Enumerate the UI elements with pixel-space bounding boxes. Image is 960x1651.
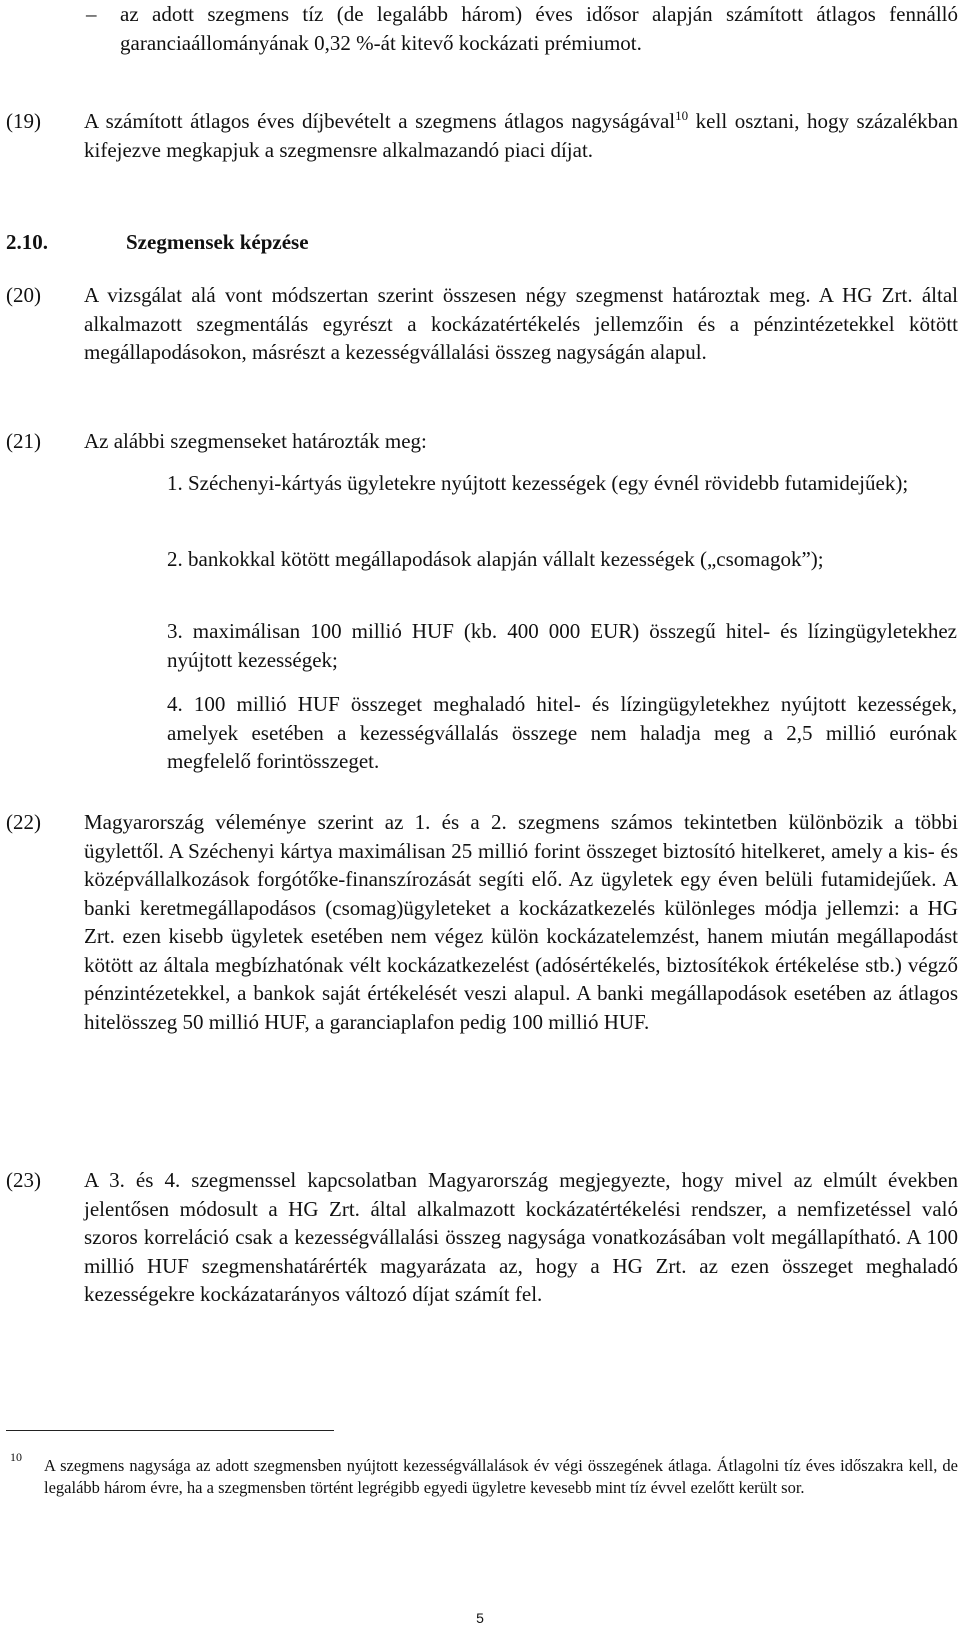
section-number: 2.10. <box>6 230 48 254</box>
page-number: 5 <box>476 1610 484 1626</box>
list-dash: – <box>86 2 97 26</box>
segment-list-item-2: 2. bankokkal kötött megállapodások alapján vállalt kezességek („csomagok”); <box>167 547 824 571</box>
paragraph-20: A vizsgálat alá vont módszertan szerint összesen négy szegmenst határoztak meg. A HG Zrt. által alkalmazott szegmentálás egyrészt a kockázatértékelés jellemzőin és a pénzintézetekkel kötött megállapodásokon, másrészt a kezességvállalási összeg nagyságán alapul. <box>84 283 958 364</box>
paragraph-23: A 3. és 4. szegmenssel kapcsolatban Magyarország megjegyezte, hogy mivel az elmúlt években jelentősen módosult a HG Zrt. által alkalmazott kockázatértékelési rendszer, a nemfizetéssel való szoros korreláció csak a kezességvállalási összeg nagysága vonatkozásában volt megállapítható. A 100 millió HUF szegmenshatárérték magyarázata az, hogy a HG Zrt. az ezen összeget meghaladó kezességekre kockázatarányos változó díjat számít fel. <box>84 1168 958 1306</box>
paragraph-number-19: (19) <box>6 109 41 133</box>
footnote-reference[interactable]: 10 <box>675 108 689 123</box>
paragraph-number-20: (20) <box>6 283 41 307</box>
segment-list-item-3: 3. maximálisan 100 millió HUF (kb. 400 000 EUR) összegű hitel- és lízingügyletekhez nyújtott kezességek; <box>167 619 957 672</box>
paragraph-22: Magyarország véleménye szerint az 1. és a 2. szegmens számos tekintetben különbözik a többi ügylettől. A Széchenyi kártya maximálisan 25 millió forint összeget biztosító hitelkeret, amely a kis- és középvállalkozások forgótőke-finanszírozását segíti elő. Az ügyletek egy éven belüli futamidejűek. A banki keretmegállapodásos (csomag)ügyleteket a kockázatkezelés különleges módja jellemzi: a HG Zrt. ezen kisebb ügyletek esetében nem végez külön kockázatelemzést, hanem miután megállapodást kötött az általa megbízhatónak vélt kockázatkezelést (adósértékelés, biztosítékok értékelése stb.) végző pénzintézetekkel, a bankok saját értékelését veszi alapul. A banki megállapodások esetében az átlagos hitelösszeg 50 millió HUF, a garanciaplafon pedig 100 millió HUF. <box>84 810 958 1034</box>
footnote-mark: 10 <box>10 1450 22 1464</box>
paragraph-19-text-b: kell osztani, hogy százalékban kifejezve megkapjuk a szegmensre alkalmazandó piaci díjat. <box>84 109 958 162</box>
paragraph-number-22: (22) <box>6 810 41 834</box>
segment-list-item-1: 1. Széchenyi-kártyás ügyletekre nyújtott kezességek (egy évnél rövidebb futamidejűek); <box>167 471 909 495</box>
segment-list-item-4: 4. 100 millió HUF összeget meghaladó hitel- és lízingügyletekhez nyújtott kezességek, amelyek esetében a kezességvállalás összege nem haladja meg a 2,5 millió eurónak megfelelő forintösszeget. <box>167 692 957 773</box>
section-title: Szegmensek képzése <box>126 230 309 254</box>
footnote-text: A szegmens nagysága az adott szegmensben nyújtott kezességvállalások év végi összegének átlaga. Átlagolni tíz éves időszakra kell, de legalább három évre, ha a szegmensben történt legrégibb egyedi ügyletre kevesebb mint tíz évvel ezelőtt került sor. <box>44 1456 958 1497</box>
footnote-separator <box>6 1430 334 1431</box>
intro-paragraph: az adott szegmens tíz (de legalább három) éves idősor alapján számított átlagos fennálló garanciaállományának 0,32 %-át kitevő kockázati prémiumot. <box>120 2 958 55</box>
paragraph-19 <box>84 107 958 164</box>
paragraph-number-23: (23) <box>6 1168 41 1192</box>
paragraph-number-21: (21) <box>6 429 41 453</box>
paragraph-19-text-a: A számított átlagos éves díjbevételt a szegmens átlagos nagyságával <box>84 109 676 133</box>
paragraph-21: Az alábbi szegmenseket határozták meg: <box>84 429 427 453</box>
